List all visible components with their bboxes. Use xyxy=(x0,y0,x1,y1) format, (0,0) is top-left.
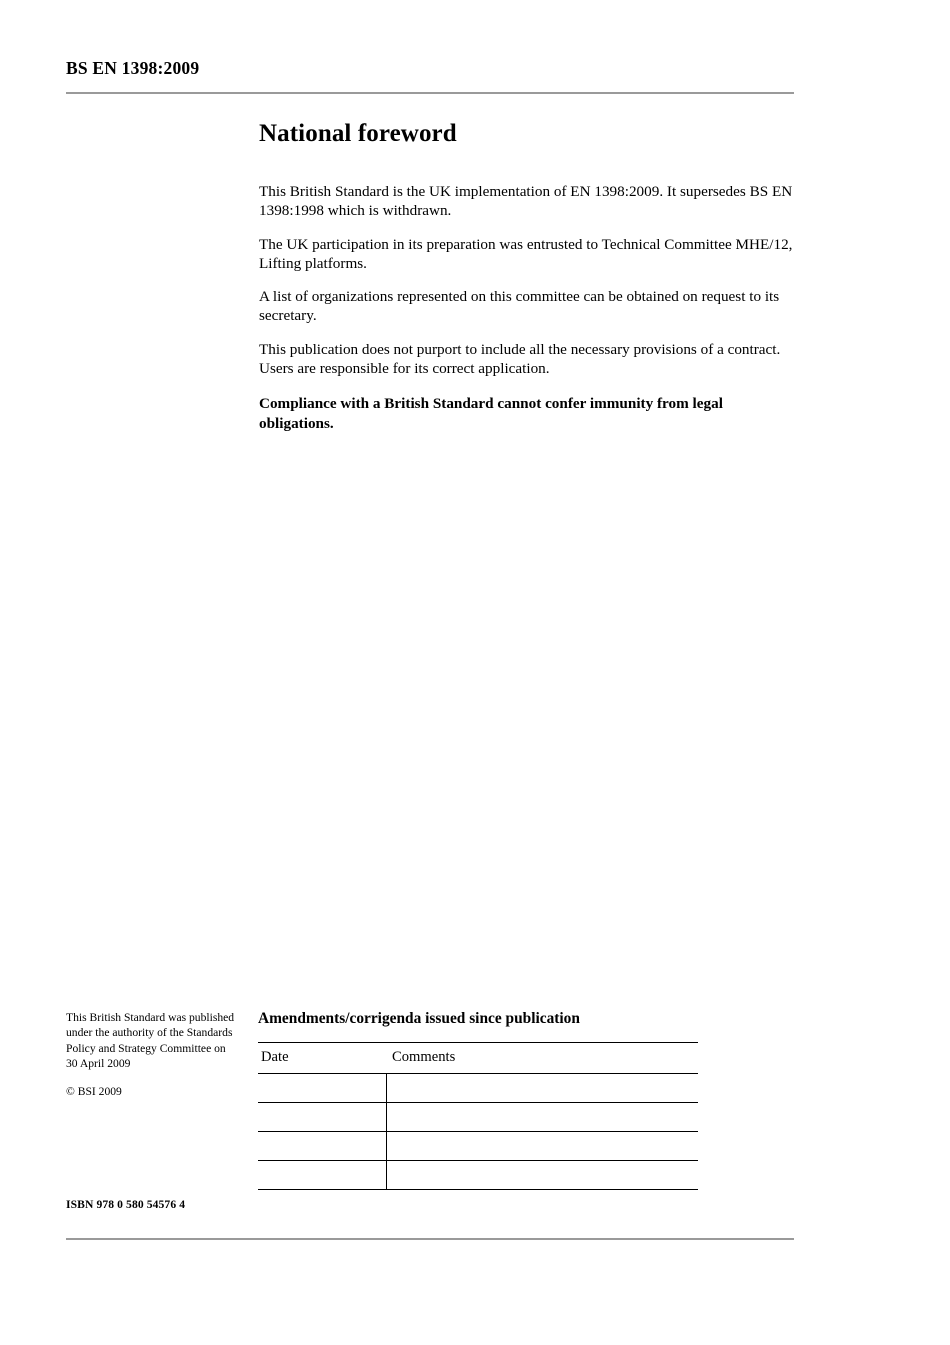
table-header-row xyxy=(258,1043,698,1074)
table-row xyxy=(258,1103,698,1132)
cell-comments xyxy=(386,1132,698,1161)
column-header-comments: Comments xyxy=(386,1043,698,1074)
cell-date xyxy=(258,1132,386,1161)
foreword-section xyxy=(259,120,799,447)
foreword-paragraph-2: The UK participation in its preparation was entrusted to Technical Committee MHE/12, Lifting platforms. xyxy=(259,235,793,272)
column-header-date: Date xyxy=(258,1043,386,1074)
table-row xyxy=(258,1074,698,1103)
amendments-section xyxy=(258,1010,698,1190)
publication-note: This British Standard was published under the authority of the Standards Policy and Strategy Committee on 30 April 2009 xyxy=(66,1011,235,1071)
publication-info xyxy=(66,1010,236,1099)
foreword-paragraph-1: This British Standard is the UK implementation of EN 1398:2009. It supersedes BS EN 1398:1998 which is withdrawn. xyxy=(259,183,793,220)
cell-date xyxy=(258,1074,386,1103)
table-row xyxy=(258,1161,698,1190)
footer-divider xyxy=(66,1238,794,1240)
cell-comments xyxy=(386,1161,698,1190)
table-row xyxy=(258,1132,698,1161)
cell-date xyxy=(258,1103,386,1132)
document-standard-number: BS EN 1398:2009 xyxy=(66,58,200,78)
cell-comments xyxy=(386,1103,698,1132)
copyright-text: © BSI 2009 xyxy=(66,1084,122,1098)
foreword-paragraph-4: This publication does not purport to include all the necessary provisions of a contract. Users are responsible for its correct application. xyxy=(259,340,781,378)
cell-date xyxy=(258,1161,386,1190)
page-title: National foreword xyxy=(259,120,457,147)
cell-comments xyxy=(386,1074,698,1103)
amendments-table xyxy=(258,1042,698,1190)
isbn-text: ISBN 978 0 580 54576 4 xyxy=(66,1198,186,1211)
foreword-paragraph-3: A list of organizations represented on this committee can be obtained on request to its secretary. xyxy=(259,288,780,325)
header-divider xyxy=(66,92,794,94)
amendments-title: Amendments/corrigenda issued since publication xyxy=(258,1010,580,1027)
compliance-note: Compliance with a British Standard cannot confer immunity from legal obligations. xyxy=(259,395,723,432)
